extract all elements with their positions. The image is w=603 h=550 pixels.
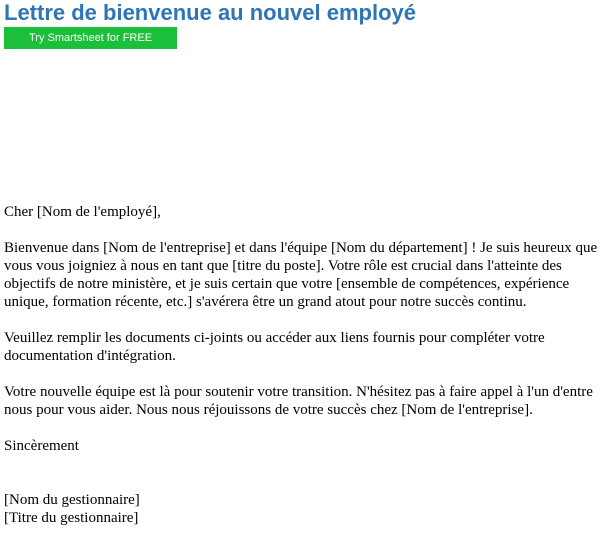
letter-paragraph-welcome: Bienvenue dans [Nom de l'entreprise] et dans l'équipe [Nom du département] ! Je suis heureux que vous vous joigniez à nous en tant que [titre du poste]. Votre rôle est crucial dans l'atteinte des objectifs de notre ministère, et je suis certain que votre [ensemble de compétences, expérience unique, formation récente, etc.] s'avérera être un grand atout pour notre succès continu. [4,240,598,310]
paragraph-spacer [4,221,600,239]
letter-closing: Sincèrement [4,438,79,454]
letter-body [4,203,600,527]
paragraph-spacer [4,365,600,383]
manager-title: [Titre du gestionnaire] [4,510,139,526]
paragraph-spacer [4,311,600,329]
letter-salutation: Cher [Nom de l'employé], [4,204,161,220]
try-smartsheet-button[interactable]: Try Smartsheet for FREE [4,27,177,49]
manager-name: [Nom du gestionnaire] [4,492,140,508]
letter-paragraph-documents: Veuillez remplir les documents ci-joints ou accéder aux liens fournis pour compléter votre documentation d'intégration. [4,330,545,364]
paragraph-spacer [4,419,600,437]
page-title: Lettre de bienvenue au nouvel employé [4,0,416,25]
signature-spacer [4,455,600,491]
letter-paragraph-support: Votre nouvelle équipe est là pour soutenir votre transition. N'hésitez pas à faire appel à l'un d'entre nous pour vous aider. Nous nous réjouissons de votre succès chez [Nom de l'entreprise]. [4,384,593,418]
